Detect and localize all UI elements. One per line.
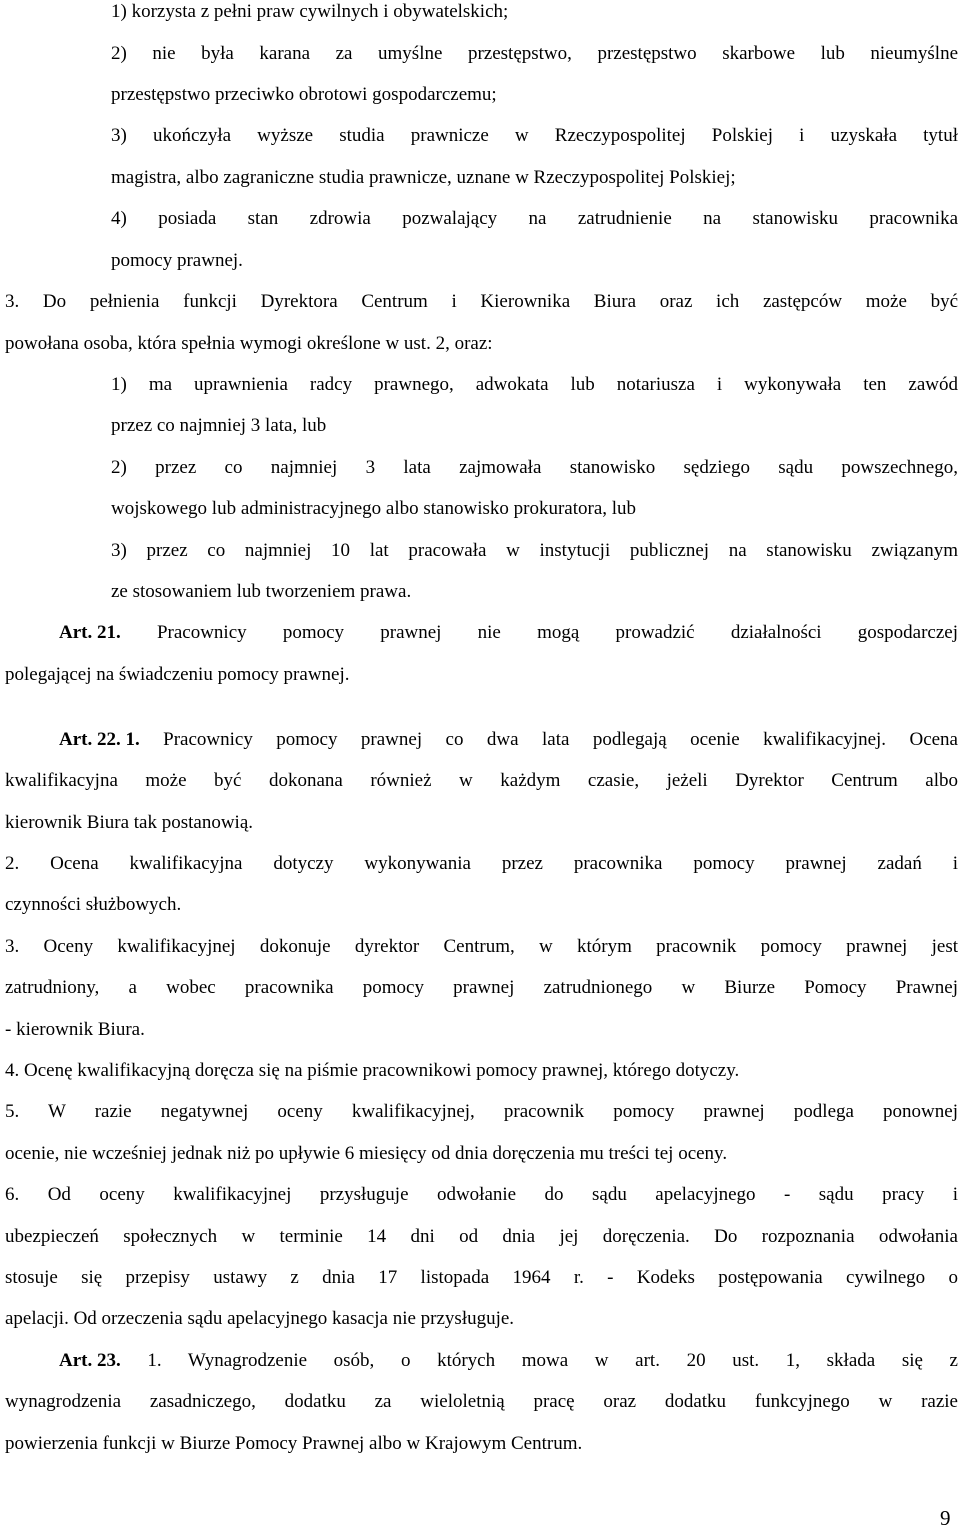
- text-line: 4) posiada stan zdrowia pozwalający na zatrudnienie na stanowisku pracownika: [111, 208, 958, 229]
- text-line: polegającej na świadczeniu pomocy prawnej.: [5, 664, 350, 685]
- text-line: 3. Do pełnienia funkcji Dyrektora Centrum i Kierownika Biura oraz ich zastępców może być: [5, 291, 958, 312]
- text-line: stosuje się przepisy ustawy z dnia 17 listopada 1964 r. - Kodeks postępowania cywilnego o: [5, 1267, 958, 1288]
- text-line: ubezpieczeń społecznych w terminie 14 dni od dnia jej doręczenia. Do rozpoznania odwołania: [5, 1226, 958, 1247]
- article-text: Pracownicy pomocy prawnej nie mogą prowadzić działalności gospodarczej: [120, 622, 958, 643]
- article-line: [59, 728, 958, 752]
- text-line: 2. Ocena kwalifikacyjna dotyczy wykonywania przez pracownika pomocy prawnej zadań i: [5, 853, 958, 874]
- article-number: Art. 23.: [59, 1350, 121, 1371]
- article-text: Pracownicy pomocy prawnej co dwa lata podlegają ocenie kwalifikacyjnej. Ocena: [139, 729, 958, 750]
- text-line: apelacji. Od orzeczenia sądu apelacyjnego kasacja nie przysługuje.: [5, 1308, 515, 1329]
- text-line: 2) nie była karana za umyślne przestępstwo, przestępstwo skarbowe lub nieumyślne: [111, 43, 958, 64]
- text-line: przestępstwo przeciwko obrotowi gospodarczemu;: [111, 84, 497, 105]
- text-line: ze stosowaniem lub tworzeniem prawa.: [111, 581, 412, 602]
- text-line: 3) ukończyła wyższe studia prawnicze w Rzeczypospolitej Polskiej i uzyskała tytuł: [111, 125, 958, 146]
- text-line: 6. Od oceny kwalifikacyjnej przysługuje odwołanie do sądu apelacyjnego - sądu pracy i: [5, 1184, 958, 1205]
- article-text: 1. Wynagrodzenie osób, o których mowa w art. 20 ust. 1, składa się z: [120, 1350, 958, 1371]
- article-number: Art. 22. 1.: [59, 729, 140, 750]
- text-line: czynności służbowych.: [5, 894, 182, 915]
- text-line: 2) przez co najmniej 3 lata zajmowała stanowisko sędziego sądu powszechnego,: [111, 457, 958, 478]
- text-line: 4. Ocenę kwalifikacyjną doręcza się na piśmie pracownikowi pomocy prawnej, którego dotyczy.: [5, 1060, 740, 1081]
- text-line: 3. Oceny kwalifikacyjnej dokonuje dyrektor Centrum, w którym pracownik pomocy prawnej jest: [5, 936, 958, 957]
- text-line: wojskowego lub administracyjnego albo stanowisko prokuratora, lub: [111, 498, 637, 519]
- text-line: ocenie, nie wcześniej jednak niż po upływie 6 miesięcy od dnia doręczenia mu treści tej oceny.: [5, 1143, 728, 1164]
- text-line: przez co najmniej 3 lata, lub: [111, 415, 327, 436]
- article-line: [59, 621, 958, 645]
- text-line: kwalifikacyjna może być dokonana również w każdym czasie, jeżeli Dyrektor Centrum albo: [5, 770, 958, 791]
- text-line: - kierownik Biura.: [5, 1019, 145, 1040]
- text-line: kierownik Biura tak postanowią.: [5, 812, 254, 833]
- text-line: 5. W razie negatywnej oceny kwalifikacyjnej, pracownik pomocy prawnej podlega ponownej: [5, 1101, 958, 1122]
- article-number: Art. 21.: [59, 622, 121, 643]
- article-line: [59, 1349, 958, 1373]
- text-line: wynagrodzenia zasadniczego, dodatku za wieloletnią pracę oraz dodatku funkcyjnego w razie: [5, 1391, 958, 1412]
- text-line: 1) ma uprawnienia radcy prawnego, adwokata lub notariusza i wykonywała ten zawód: [111, 374, 958, 395]
- text-line: magistra, albo zagraniczne studia prawnicze, uznane w Rzeczypospolitej Polskiej;: [111, 167, 736, 188]
- text-line: pomocy prawnej.: [111, 250, 243, 271]
- text-line: 3) przez co najmniej 10 lat pracowała w instytucji publicznej na stanowisku związanym: [111, 540, 958, 561]
- text-line: zatrudniony, a wobec pracownika pomocy prawnej zatrudnionego w Biurze Pomocy Prawnej: [5, 977, 958, 998]
- text-line: 1) korzysta z pełni praw cywilnych i obywatelskich;: [111, 1, 509, 22]
- page-number: 9: [940, 1506, 951, 1530]
- text-line: powierzenia funkcji w Biurze Pomocy Prawnej albo w Krajowym Centrum.: [5, 1433, 583, 1454]
- text-line: powołana osoba, która spełnia wymogi określone w ust. 2, oraz:: [5, 333, 493, 354]
